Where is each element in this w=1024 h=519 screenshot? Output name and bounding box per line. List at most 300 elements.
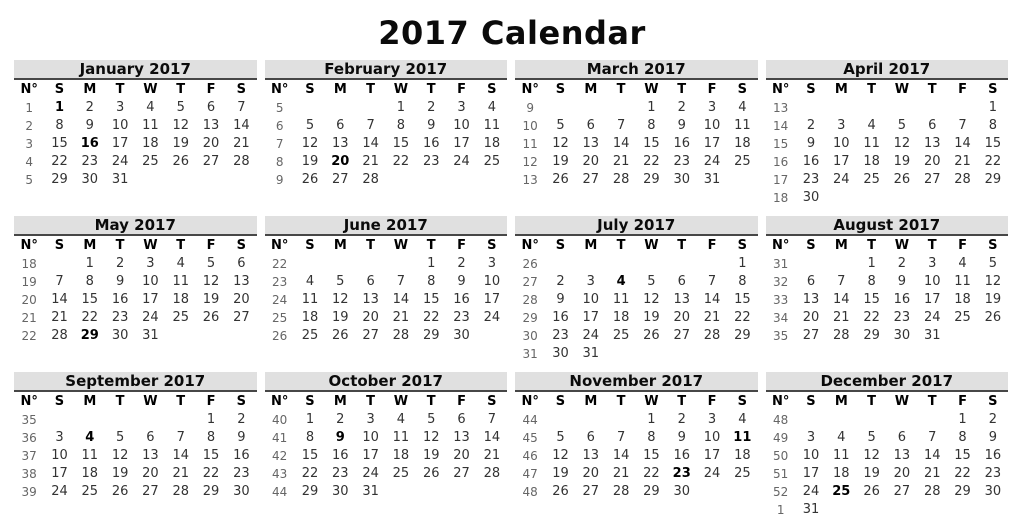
week-number: 30 — [522, 329, 538, 344]
date-cell: 17 — [802, 466, 820, 482]
date-cell: 16 — [80, 136, 99, 152]
date-cell: 10 — [703, 118, 721, 134]
date-cell: 5 — [647, 274, 656, 290]
month-may — [14, 216, 257, 345]
week-number: 1 — [25, 101, 33, 116]
week-number: 28 — [522, 293, 538, 308]
weekday-header: T — [677, 394, 687, 410]
date-cell: 14 — [483, 430, 501, 446]
date-cell: 13 — [802, 292, 820, 308]
date-cell: 22 — [392, 154, 410, 170]
date-cell: 27 — [802, 328, 820, 344]
date-cell: 18 — [142, 136, 159, 152]
date-cell: 23 — [673, 154, 690, 170]
date-cell: 22 — [984, 154, 1002, 170]
month-days-grid — [14, 80, 257, 189]
date-cell: 29 — [422, 328, 440, 344]
date-cell: 20 — [673, 310, 690, 326]
week-number: 40 — [272, 413, 288, 428]
date-cell: 23 — [233, 466, 250, 482]
date-cell: 29 — [80, 328, 99, 344]
date-cell: 12 — [301, 136, 319, 152]
date-cell: 10 — [802, 448, 820, 464]
date-cell: 7 — [237, 100, 246, 116]
week-number: 51 — [773, 467, 789, 482]
date-cell: 16 — [673, 448, 690, 464]
week-number: 8 — [275, 155, 284, 170]
date-cell: 25 — [172, 310, 189, 326]
date-cell: 20 — [453, 448, 470, 464]
empty-cell — [826, 189, 856, 207]
date-cell: 15 — [984, 136, 1002, 152]
weekday-header: T — [867, 82, 877, 98]
month-days-grid — [515, 80, 758, 189]
date-cell: 7 — [707, 274, 717, 290]
week-number: 3 — [25, 137, 33, 152]
date-cell: 29 — [863, 328, 880, 344]
date-cell: 1 — [647, 412, 656, 428]
date-cell: 15 — [643, 136, 660, 152]
date-cell: 5 — [867, 430, 876, 446]
weekday-header: W — [143, 82, 158, 98]
empty-cell — [917, 501, 947, 519]
weekday-header: W — [894, 238, 910, 254]
date-cell: 6 — [677, 274, 686, 290]
month-title: December 2017 — [766, 372, 1009, 392]
date-cell: 25 — [483, 154, 501, 170]
weekday-header: S — [305, 238, 315, 254]
empty-cell — [697, 483, 727, 501]
date-cell: 15 — [643, 448, 660, 464]
empty-cell — [887, 501, 917, 519]
date-cell: 23 — [552, 328, 569, 344]
week-number: 29 — [522, 311, 538, 326]
date-cell: 5 — [206, 256, 216, 272]
date-cell: 7 — [616, 430, 626, 446]
date-cell: 20 — [582, 466, 600, 482]
empty-cell — [295, 99, 325, 117]
date-cell: 8 — [647, 430, 656, 446]
date-cell: 28 — [833, 328, 850, 344]
date-cell: 13 — [893, 448, 911, 464]
date-cell: 18 — [301, 310, 319, 326]
date-cell: 19 — [111, 466, 129, 482]
month-june — [265, 216, 508, 345]
date-cell: 28 — [612, 172, 630, 188]
empty-cell — [947, 327, 977, 345]
date-cell: 1 — [305, 412, 315, 428]
month-title: May 2017 — [14, 216, 257, 236]
empty-cell — [196, 171, 226, 189]
weekday-header: M — [333, 394, 347, 410]
date-cell: 15 — [51, 136, 68, 152]
weekday-header: F — [707, 394, 717, 410]
weekday-header: T — [927, 82, 937, 98]
empty-cell — [727, 171, 757, 189]
week-number: 9 — [526, 101, 534, 116]
week-number: 48 — [773, 413, 789, 428]
empty-cell — [826, 99, 856, 117]
month-days-grid — [766, 392, 1009, 519]
weekday-header: S — [988, 238, 998, 254]
date-cell: 24 — [582, 328, 600, 344]
date-cell: 30 — [81, 172, 99, 188]
date-cell: 16 — [984, 448, 1002, 464]
month-days-grid — [515, 236, 758, 363]
empty-cell — [477, 483, 507, 501]
month-days-grid — [766, 80, 1009, 207]
weekday-header: M — [834, 394, 848, 410]
date-cell: 4 — [616, 274, 626, 290]
empty-cell — [416, 483, 446, 501]
week-number: 43 — [272, 467, 288, 482]
date-cell: 17 — [703, 136, 721, 152]
date-cell: 26 — [202, 310, 220, 326]
date-cell: 23 — [81, 154, 99, 170]
empty-cell — [416, 171, 446, 189]
empty-cell — [727, 345, 757, 363]
date-cell: 27 — [362, 328, 379, 344]
date-cell: 1 — [206, 412, 216, 428]
date-cell: 26 — [893, 172, 911, 188]
date-cell: 30 — [233, 484, 250, 500]
date-cell: 24 — [453, 154, 470, 170]
weekday-header: T — [616, 238, 626, 254]
week-number: 18 — [773, 191, 789, 206]
date-cell: 26 — [172, 154, 189, 170]
weekday-header: S — [305, 82, 315, 98]
empty-cell — [135, 171, 165, 189]
empty-cell — [667, 255, 697, 273]
week-number: 23 — [272, 275, 288, 290]
date-cell: 15 — [422, 292, 440, 308]
date-cell: 28 — [233, 154, 250, 170]
date-cell: 6 — [897, 430, 907, 446]
date-cell: 29 — [643, 484, 660, 500]
weekday-header: S — [806, 238, 816, 254]
date-cell: 29 — [643, 172, 660, 188]
date-cell: 13 — [233, 274, 250, 290]
date-cell: 5 — [988, 256, 997, 272]
date-cell: 7 — [487, 412, 496, 428]
week-number-header: N° — [521, 82, 539, 98]
week-number-header: N° — [521, 394, 539, 410]
date-cell: 25 — [301, 328, 319, 344]
week-number: 4 — [25, 155, 33, 170]
date-cell: 1 — [988, 100, 997, 116]
date-cell: 12 — [552, 136, 569, 152]
date-cell: 10 — [142, 274, 159, 290]
weekday-header: T — [176, 394, 186, 410]
date-cell: 28 — [612, 484, 630, 500]
weekday-header: S — [236, 394, 247, 410]
weekday-header: T — [366, 394, 376, 410]
date-cell: 12 — [172, 118, 189, 134]
date-cell: 21 — [51, 310, 68, 326]
date-cell: 19 — [863, 466, 880, 482]
date-cell: 22 — [422, 310, 440, 326]
week-number: 35 — [21, 413, 37, 428]
date-cell: 28 — [392, 328, 410, 344]
date-cell: 13 — [142, 448, 159, 464]
date-cell: 4 — [837, 430, 846, 446]
date-cell: 28 — [703, 328, 721, 344]
week-number: 5 — [25, 173, 33, 188]
date-cell: 1 — [396, 100, 406, 116]
empty-cell — [606, 255, 636, 273]
month-days-grid — [14, 392, 257, 501]
week-number: 38 — [21, 467, 37, 482]
date-cell: 3 — [457, 100, 466, 116]
date-cell: 17 — [483, 292, 501, 308]
date-cell: 12 — [111, 448, 129, 464]
date-cell: 25 — [734, 466, 751, 482]
date-cell: 27 — [202, 154, 220, 170]
date-cell: 6 — [586, 118, 595, 134]
week-number: 47 — [522, 467, 538, 482]
date-cell: 7 — [366, 118, 375, 134]
empty-cell — [196, 327, 226, 345]
date-cell: 11 — [954, 274, 971, 290]
date-cell: 13 — [673, 292, 690, 308]
week-number: 36 — [21, 431, 37, 446]
date-cell: 18 — [392, 448, 410, 464]
date-cell: 16 — [111, 292, 129, 308]
week-number-header: N° — [521, 238, 539, 254]
weekday-header: F — [457, 394, 466, 410]
date-cell: 18 — [734, 448, 751, 464]
week-number: 17 — [773, 173, 789, 188]
date-cell: 18 — [81, 466, 99, 482]
weekday-header: M — [584, 394, 598, 410]
week-number: 2 — [25, 119, 33, 134]
week-number: 9 — [275, 173, 284, 188]
date-cell: 15 — [392, 136, 410, 152]
empty-cell — [887, 99, 917, 117]
empty-cell — [606, 345, 636, 363]
date-cell: 21 — [612, 154, 630, 170]
week-number: 37 — [21, 449, 37, 464]
empty-cell — [386, 483, 416, 501]
weekday-header: T — [366, 82, 376, 98]
date-cell: 9 — [988, 430, 997, 446]
date-cell: 17 — [703, 448, 721, 464]
weekday-header: M — [83, 238, 97, 254]
week-number: 10 — [522, 119, 538, 134]
date-cell: 18 — [612, 310, 630, 326]
week-number: 19 — [21, 275, 37, 290]
date-cell: 16 — [233, 448, 250, 464]
weekday-header: S — [737, 238, 748, 254]
date-cell: 26 — [552, 172, 569, 188]
month-july — [515, 216, 758, 363]
date-cell: 3 — [707, 100, 717, 116]
empty-cell — [856, 189, 886, 207]
date-cell: 7 — [928, 430, 937, 446]
date-cell: 23 — [332, 466, 349, 482]
date-cell: 12 — [863, 448, 880, 464]
date-cell: 6 — [928, 118, 937, 134]
date-cell: 7 — [958, 118, 967, 134]
date-cell: 28 — [51, 328, 68, 344]
week-number: 18 — [21, 257, 37, 272]
date-cell: 11 — [81, 448, 99, 464]
weekday-header: T — [677, 82, 687, 98]
empty-cell — [545, 411, 575, 429]
date-cell: 11 — [301, 292, 319, 308]
week-number: 27 — [522, 275, 538, 290]
date-cell: 14 — [612, 448, 630, 464]
date-cell: 6 — [366, 274, 375, 290]
empty-cell — [796, 411, 826, 429]
date-cell: 3 — [806, 430, 816, 446]
week-number-header: N° — [771, 82, 790, 98]
date-cell: 14 — [833, 292, 850, 308]
date-cell: 31 — [582, 346, 600, 362]
date-cell: 3 — [115, 100, 125, 116]
weekday-header: M — [834, 238, 848, 254]
date-cell: 14 — [172, 448, 189, 464]
date-cell: 30 — [984, 484, 1002, 500]
date-cell: 19 — [552, 154, 569, 170]
date-cell: 24 — [923, 310, 941, 326]
weekday-header: F — [958, 82, 967, 98]
date-cell: 9 — [115, 274, 125, 290]
date-cell: 9 — [806, 136, 816, 152]
date-cell: 30 — [552, 346, 569, 362]
weekday-header: M — [333, 238, 347, 254]
weekday-header: T — [176, 238, 186, 254]
empty-cell — [105, 411, 135, 429]
week-number: 16 — [773, 155, 789, 170]
month-november — [515, 372, 758, 501]
empty-cell — [796, 99, 826, 117]
month-days-grid — [515, 392, 758, 501]
date-cell: 2 — [237, 412, 246, 428]
date-cell: 4 — [487, 100, 496, 116]
date-cell: 12 — [643, 292, 660, 308]
date-cell: 27 — [142, 484, 159, 500]
date-cell: 26 — [111, 484, 129, 500]
date-cell: 19 — [332, 310, 349, 326]
empty-cell — [697, 255, 727, 273]
date-cell: 20 — [331, 154, 350, 170]
week-number-header: N° — [20, 394, 38, 410]
date-cell: 13 — [202, 118, 220, 134]
month-days-grid — [265, 236, 508, 345]
month-september — [14, 372, 257, 501]
date-cell: 19 — [552, 466, 569, 482]
week-number: 31 — [773, 257, 789, 272]
date-cell: 17 — [453, 136, 470, 152]
date-cell: 12 — [893, 136, 911, 152]
weekday-header: F — [958, 238, 967, 254]
month-title: March 2017 — [515, 60, 758, 80]
date-cell: 30 — [111, 328, 129, 344]
date-cell: 1 — [54, 100, 64, 116]
date-cell: 6 — [336, 118, 345, 134]
weekday-header: W — [644, 394, 659, 410]
date-cell: 31 — [923, 328, 941, 344]
weekday-header: T — [677, 238, 687, 254]
date-cell: 13 — [362, 292, 379, 308]
empty-cell — [947, 99, 977, 117]
week-number-header: N° — [270, 394, 289, 410]
weekday-header: S — [988, 394, 998, 410]
date-cell: 1 — [647, 100, 656, 116]
empty-cell — [545, 255, 575, 273]
date-cell: 25 — [142, 154, 159, 170]
empty-cell — [295, 255, 325, 273]
week-number: 34 — [773, 311, 789, 326]
date-cell: 17 — [582, 310, 600, 326]
week-number: 20 — [21, 293, 37, 308]
date-cell: 22 — [643, 466, 660, 482]
date-cell: 1 — [738, 256, 747, 272]
date-cell: 4 — [867, 118, 876, 134]
date-cell: 26 — [643, 328, 660, 344]
date-cell: 25 — [81, 484, 99, 500]
date-cell: 15 — [734, 292, 751, 308]
week-number-header: N° — [771, 238, 790, 254]
date-cell: 16 — [453, 292, 470, 308]
date-cell: 19 — [893, 154, 911, 170]
weekday-header: W — [393, 238, 409, 254]
date-cell: 6 — [206, 100, 216, 116]
weekday-header: S — [487, 82, 497, 98]
date-cell: 8 — [396, 118, 406, 134]
date-cell: 18 — [954, 292, 971, 308]
date-cell: 23 — [893, 310, 911, 326]
weekday-header: W — [894, 82, 910, 98]
date-cell: 28 — [954, 172, 971, 188]
week-number-header: N° — [771, 394, 790, 410]
date-cell: 5 — [897, 118, 907, 134]
date-cell: 24 — [703, 466, 721, 482]
date-cell: 2 — [336, 412, 345, 428]
date-cell: 16 — [893, 292, 911, 308]
date-cell: 31 — [142, 328, 159, 344]
date-cell: 20 — [202, 136, 220, 152]
weekday-header: S — [555, 394, 566, 410]
date-cell: 9 — [677, 118, 686, 134]
weekday-header: W — [894, 394, 910, 410]
date-cell: 27 — [673, 328, 690, 344]
date-cell: 6 — [146, 430, 155, 446]
date-cell: 8 — [647, 118, 656, 134]
empty-cell — [917, 411, 947, 429]
date-cell: 3 — [707, 412, 717, 428]
date-cell: 11 — [733, 430, 752, 446]
month-october — [265, 372, 508, 501]
date-cell: 6 — [237, 256, 246, 272]
date-cell: 6 — [457, 412, 466, 428]
date-cell: 9 — [335, 430, 345, 446]
empty-cell — [446, 171, 476, 189]
date-cell: 4 — [146, 100, 155, 116]
date-cell: 21 — [362, 154, 379, 170]
date-cell: 21 — [954, 154, 971, 170]
empty-cell — [477, 171, 507, 189]
weekday-header: S — [305, 394, 315, 410]
date-cell: 26 — [301, 172, 319, 188]
date-cell: 17 — [362, 448, 379, 464]
empty-cell — [44, 255, 74, 273]
weekday-header: S — [54, 238, 65, 254]
date-cell: 10 — [833, 136, 850, 152]
week-number: 25 — [272, 311, 288, 326]
month-title: October 2017 — [265, 372, 508, 392]
